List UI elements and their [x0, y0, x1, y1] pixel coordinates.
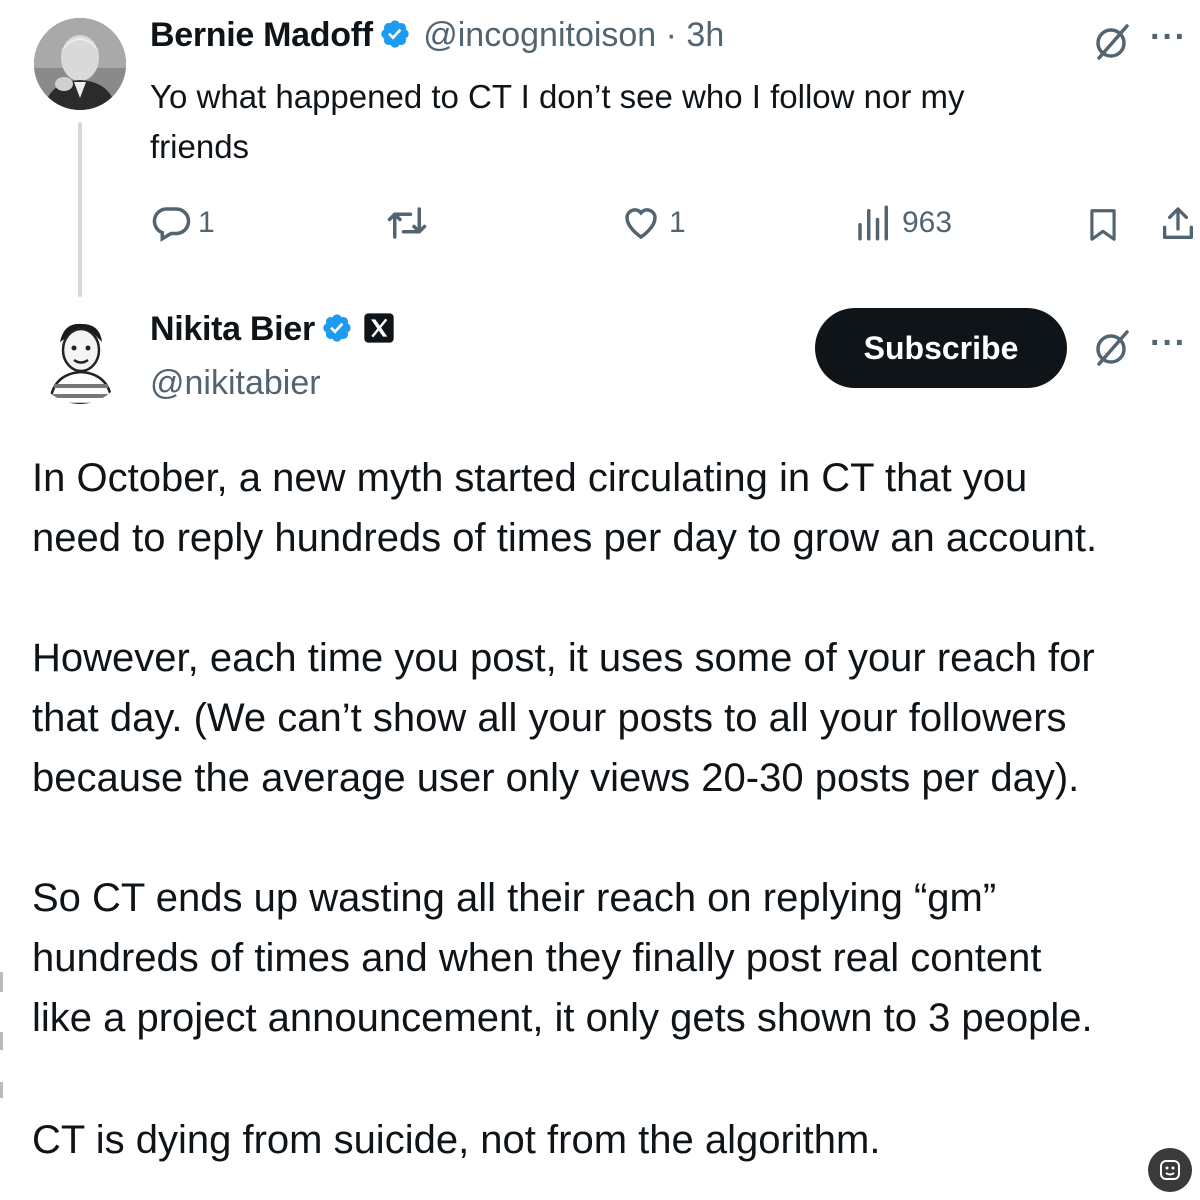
reply-count: 1	[198, 206, 215, 239]
grok-icon[interactable]	[1093, 328, 1133, 368]
repost-action[interactable]	[384, 202, 436, 244]
tweet-line: So CT ends up wasting all their reach on replying “gm”	[32, 876, 997, 920]
tweet-line: However, each time you post, it uses some of your reach for	[32, 636, 1095, 680]
more-options-button[interactable]: ···	[1150, 18, 1187, 56]
verified-badge-icon	[379, 18, 411, 50]
main-tweet-header	[150, 310, 395, 349]
tweet-line: because the average user only views 20-30 posts per day).	[32, 756, 1080, 800]
edge-artifact	[0, 1082, 3, 1098]
parent-tweet-text	[150, 72, 1160, 172]
views-count: 963	[902, 206, 953, 239]
x-affiliate-icon[interactable]	[363, 312, 395, 344]
corner-emoji-button[interactable]	[1148, 1148, 1192, 1192]
parent-tweet-header	[150, 16, 724, 55]
parent-tweet-line: Yo what happened to CT I don’t see who I follow nor my	[150, 78, 965, 115]
author-handle-timestamp[interactable]: @incognitoison · 3h	[423, 16, 725, 54]
edge-artifact	[0, 972, 3, 992]
bookmark-icon[interactable]	[1084, 204, 1122, 246]
reply-action[interactable]	[150, 202, 215, 244]
parent-tweet-line: friends	[150, 128, 250, 165]
like-icon	[619, 202, 663, 244]
share-icon[interactable]	[1158, 202, 1198, 246]
tweet-line: CT is dying from suicide, not from the algorithm.	[32, 1118, 881, 1162]
edge-artifact	[0, 1032, 3, 1050]
grok-icon[interactable]	[1093, 22, 1133, 62]
avatar-nikita-bier[interactable]	[34, 312, 126, 404]
author-name[interactable]: Nikita Bier	[150, 310, 315, 348]
subscribe-button[interactable]: Subscribe	[815, 308, 1067, 388]
thread-connector-line	[78, 122, 82, 297]
tweet-paragraph	[32, 448, 1200, 568]
author-handle[interactable]: @nikitabier	[150, 364, 321, 402]
tweet-line: In October, a new myth started circulating in CT that you	[32, 456, 1028, 500]
reply-icon	[150, 202, 192, 244]
tweet-line: like a project announcement, it only gets shown to 3 people.	[32, 996, 1093, 1040]
tweet-paragraph	[32, 868, 1200, 1048]
avatar-bernie-madoff[interactable]	[34, 18, 126, 110]
like-action[interactable]	[619, 202, 686, 244]
like-count: 1	[669, 206, 686, 239]
more-options-button[interactable]: ···	[1150, 324, 1187, 362]
tweet-paragraph	[32, 1110, 1200, 1170]
sticker-icon	[1158, 1158, 1182, 1182]
views-icon	[852, 202, 896, 244]
verified-badge-icon	[321, 312, 353, 344]
tweet-line: hundreds of times and when they finally post real content	[32, 936, 1042, 980]
tweet-line: that day. (We can’t show all your posts to all your followers	[32, 696, 1067, 740]
author-name[interactable]: Bernie Madoff	[150, 16, 373, 54]
repost-icon	[384, 202, 430, 244]
views-action[interactable]	[852, 202, 952, 244]
tweet-paragraph	[32, 628, 1200, 808]
tweet-line: need to reply hundreds of times per day to grow an account.	[32, 516, 1098, 560]
